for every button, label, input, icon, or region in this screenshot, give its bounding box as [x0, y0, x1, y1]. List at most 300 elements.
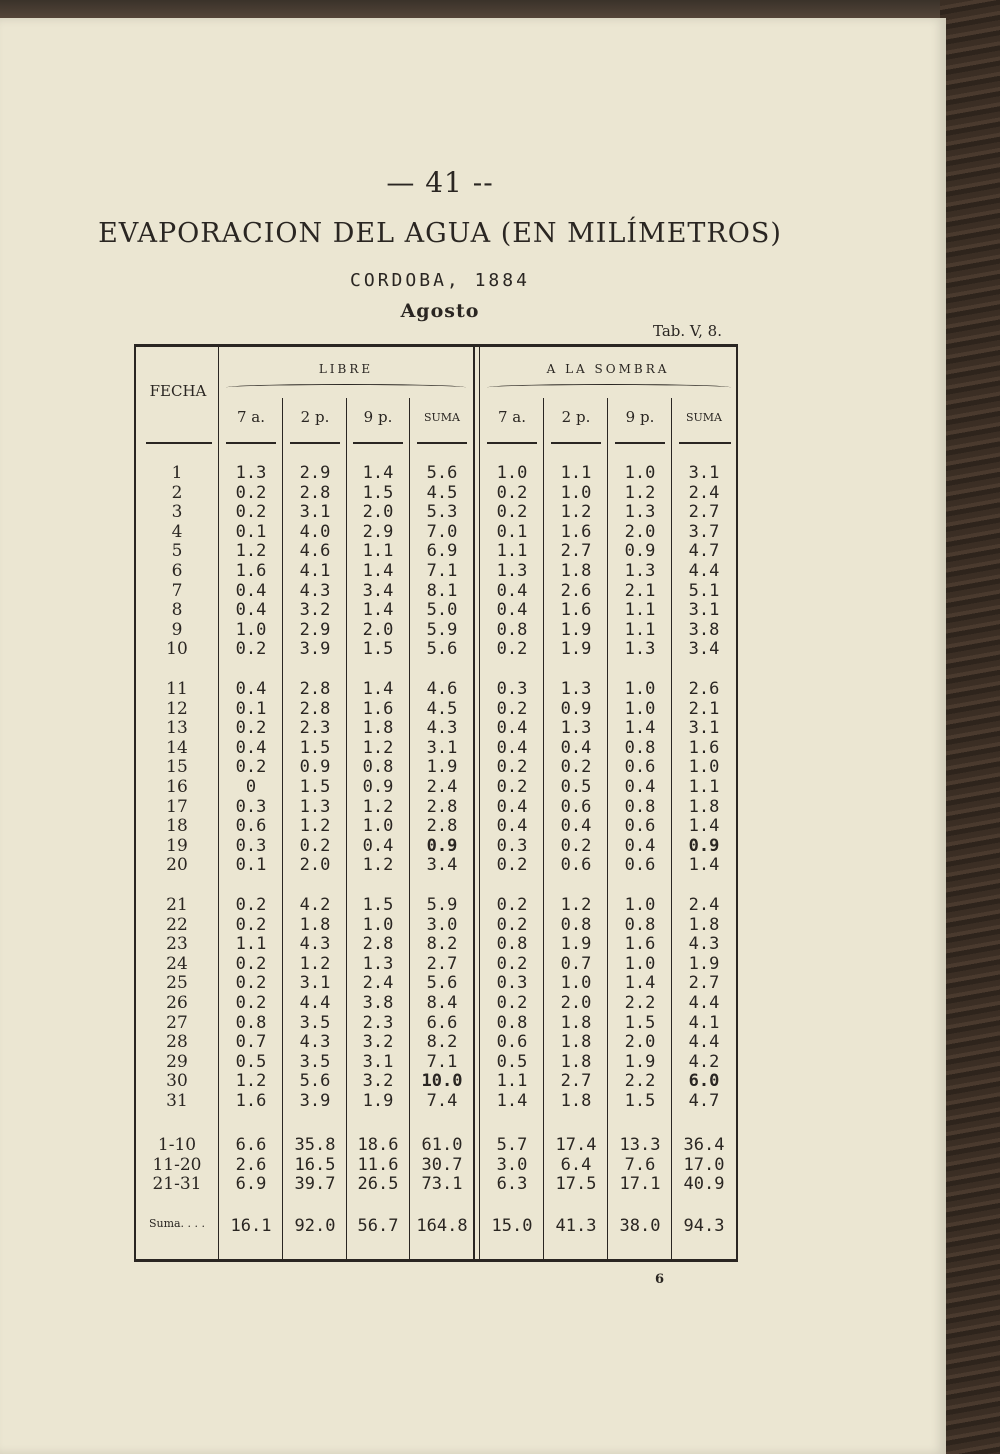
value-cell: 1.2 — [560, 502, 592, 523]
value-cell: 1.0 — [624, 895, 656, 915]
value-cell: 3.1 — [688, 718, 720, 739]
value-cell: 0.4 — [235, 580, 267, 601]
decade-label: 11-20 — [152, 1154, 202, 1175]
value-cell: 3.5 — [299, 1051, 331, 1072]
decade-value: 73.1 — [421, 1174, 463, 1195]
value-cell: 1.4 — [688, 816, 720, 837]
rule-libre-3 — [409, 398, 410, 1259]
date-cell: 31 — [166, 1091, 188, 1111]
value-cell: 1.6 — [560, 521, 592, 542]
value-cell: 2.9 — [362, 521, 394, 542]
date-cell: 21 — [166, 895, 188, 915]
value-cell: 0.8 — [362, 757, 394, 778]
value-cell: 1.5 — [362, 895, 394, 915]
value-cell: 0.5 — [560, 777, 592, 797]
value-cell: 1.2 — [362, 855, 394, 876]
value-cell: 1.0 — [624, 953, 656, 974]
date-cell: 12 — [166, 698, 188, 719]
value-cell: 1.1 — [496, 541, 528, 562]
value-cell: 0.1 — [235, 521, 267, 542]
date-cell: 24 — [166, 953, 188, 974]
value-cell: 1.1 — [496, 1071, 528, 1092]
date-cell: 7 — [171, 580, 183, 601]
decade-value: 17.0 — [683, 1154, 725, 1175]
value-cell: 6.6 — [426, 1012, 458, 1033]
value-cell: 0.2 — [496, 914, 528, 935]
value-cell: 5.9 — [426, 895, 458, 915]
value-cell: 4.3 — [299, 580, 331, 601]
value-cell: 8.2 — [426, 934, 458, 955]
column-fecha — [140, 0, 214, 1454]
decade-value: 13.3 — [619, 1135, 661, 1155]
value-cell: 0.1 — [235, 698, 267, 719]
value-cell: 4.3 — [426, 718, 458, 739]
value-cell: 2.8 — [362, 934, 394, 955]
value-cell: 1.4 — [362, 600, 394, 621]
value-cell: 1.1 — [688, 777, 720, 797]
rule-fecha — [218, 347, 219, 1259]
value-cell: 1.5 — [299, 777, 331, 797]
value-cell: 3.7 — [688, 521, 720, 542]
value-cell: 0.4 — [496, 737, 528, 758]
value-cell: 1.9 — [426, 757, 458, 778]
value-cell: 5.0 — [426, 600, 458, 621]
value-cell: 5.6 — [426, 973, 458, 994]
value-cell: 1.6 — [235, 1091, 267, 1111]
value-cell: 1.1 — [560, 463, 592, 483]
header-sombra: A LA SOMBRA — [546, 362, 670, 376]
date-cell: 22 — [166, 914, 188, 935]
value-cell: 3.1 — [299, 973, 331, 994]
value-cell: 4.3 — [688, 934, 720, 955]
value-cell: 2.0 — [362, 502, 394, 523]
page-number: — 41 -- — [386, 166, 494, 199]
suma-sombra-2p: 41.3 — [555, 1216, 597, 1236]
date-cell: 30 — [166, 1071, 188, 1092]
value-cell: 4.5 — [426, 482, 458, 503]
value-cell: 0.6 — [560, 796, 592, 817]
value-cell: 0.2 — [496, 482, 528, 503]
value-cell: 2.7 — [688, 973, 720, 994]
value-cell: 0.2 — [496, 757, 528, 778]
value-cell: 1.5 — [624, 1091, 656, 1111]
date-cell: 23 — [166, 934, 188, 955]
header-fecha: FECHA — [149, 382, 207, 400]
value-cell: 3.1 — [688, 600, 720, 621]
value-cell: 1.3 — [624, 639, 656, 660]
value-cell: 7.4 — [426, 1091, 458, 1111]
value-cell: 0.4 — [362, 835, 394, 856]
value-cell: 1.8 — [688, 796, 720, 817]
value-cell: 1.8 — [362, 718, 394, 739]
decade-value: 26.5 — [357, 1174, 399, 1195]
value-cell: 2.4 — [362, 973, 394, 994]
value-cell: 4.2 — [688, 1051, 720, 1072]
value-cell: 1.0 — [496, 463, 528, 483]
value-cell: 0.2 — [496, 502, 528, 523]
value-cell: 0.1 — [235, 855, 267, 876]
value-cell: 10.0 — [421, 1071, 463, 1092]
decade-value: 16.5 — [294, 1154, 336, 1175]
value-cell: 4.6 — [426, 679, 458, 699]
value-cell: 1.3 — [299, 796, 331, 817]
value-cell: 1.8 — [688, 914, 720, 935]
value-cell: 1.1 — [235, 934, 267, 955]
value-cell: 7.1 — [426, 1051, 458, 1072]
value-cell: 0.8 — [624, 796, 656, 817]
value-cell: 0.2 — [496, 953, 528, 974]
date-cell: 25 — [166, 973, 188, 994]
value-cell: 0.4 — [235, 679, 267, 699]
date-cell: 15 — [166, 757, 188, 778]
date-cell: 14 — [166, 737, 188, 758]
value-cell: 4.3 — [299, 934, 331, 955]
suma-libre-7a: 16.1 — [230, 1216, 272, 1236]
value-cell: 2.6 — [560, 580, 592, 601]
date-cell: 28 — [166, 1032, 188, 1053]
value-cell: 4.0 — [299, 521, 331, 542]
rule-group-right — [479, 347, 480, 1259]
date-cell: 1 — [171, 463, 183, 483]
date-cell: 26 — [166, 993, 188, 1013]
decade-value: 17.1 — [619, 1174, 661, 1195]
value-cell: 3.2 — [362, 1032, 394, 1053]
value-cell: 0.4 — [496, 816, 528, 837]
place-year: CORDOBA, 1884 — [350, 270, 530, 291]
value-cell: 5.6 — [299, 1071, 331, 1092]
value-cell: 4.3 — [299, 1032, 331, 1053]
value-cell: 2.4 — [688, 895, 720, 915]
value-cell: 3.1 — [688, 463, 720, 483]
value-cell: 1.9 — [560, 639, 592, 660]
value-cell: 0.5 — [496, 1051, 528, 1072]
header-libre: LIBRE — [318, 362, 374, 376]
value-cell: 0.1 — [496, 521, 528, 542]
value-cell: 0.3 — [235, 835, 267, 856]
value-cell: 4.4 — [688, 993, 720, 1013]
value-cell: 5.9 — [426, 619, 458, 640]
suma-libre-2p: 92.0 — [294, 1216, 336, 1236]
value-cell: 1.3 — [235, 463, 267, 483]
date-cell: 4 — [171, 521, 183, 542]
rule-sombra-2 — [607, 398, 608, 1259]
value-cell: 0.6 — [624, 757, 656, 778]
value-cell: 0.2 — [299, 835, 331, 856]
value-cell: 3.2 — [299, 600, 331, 621]
rule-libre-1 — [282, 398, 283, 1259]
value-cell: 2.8 — [299, 482, 331, 503]
date-cell: 6 — [171, 561, 183, 581]
decade-value: 40.9 — [683, 1174, 725, 1195]
value-cell: 0.4 — [235, 600, 267, 621]
decade-value: 6.3 — [496, 1174, 528, 1195]
rule-sombra-3 — [671, 398, 672, 1259]
date-cell: 17 — [166, 796, 188, 817]
value-cell: 1.6 — [624, 934, 656, 955]
value-cell: 5.6 — [426, 639, 458, 660]
date-cell: 13 — [166, 718, 188, 739]
suma-sombra-suma: 94.3 — [683, 1216, 725, 1236]
value-cell: 1.9 — [560, 934, 592, 955]
suma-libre-9p: 56.7 — [357, 1216, 399, 1236]
value-cell: 1.3 — [560, 718, 592, 739]
value-cell: 3.2 — [362, 1071, 394, 1092]
value-cell: 2.8 — [426, 796, 458, 817]
value-cell: 0.2 — [496, 895, 528, 915]
value-cell: 1.6 — [560, 600, 592, 621]
value-cell: 0.6 — [624, 816, 656, 837]
footer-number: 6 — [655, 1272, 665, 1287]
value-cell: 3.1 — [299, 502, 331, 523]
value-cell: 0.7 — [235, 1032, 267, 1053]
value-cell: 1.3 — [362, 953, 394, 974]
value-cell: 1.4 — [624, 718, 656, 739]
month-heading: Agosto — [400, 300, 480, 322]
value-cell: 1.0 — [688, 757, 720, 778]
decade-label: 21-31 — [152, 1174, 202, 1195]
value-cell: 2.4 — [688, 482, 720, 503]
value-cell: 4.5 — [426, 698, 458, 719]
value-cell: 3.9 — [299, 1091, 331, 1111]
value-cell: 1.2 — [362, 796, 394, 817]
value-cell: 1.8 — [560, 561, 592, 581]
value-cell: 3.4 — [426, 855, 458, 876]
value-cell: 4.4 — [299, 993, 331, 1013]
value-cell: 1.6 — [688, 737, 720, 758]
value-cell: 1.8 — [560, 1032, 592, 1053]
value-cell: 0.9 — [362, 777, 394, 797]
decade-value: 18.6 — [357, 1135, 399, 1155]
rule-sombra-1 — [543, 398, 544, 1259]
value-cell: 1.8 — [560, 1012, 592, 1033]
decade-value: 39.7 — [294, 1174, 336, 1195]
value-cell: 0.4 — [496, 580, 528, 601]
value-cell: 1.5 — [299, 737, 331, 758]
value-cell: 0.2 — [496, 855, 528, 876]
value-cell: 0.3 — [496, 835, 528, 856]
value-cell: 0.3 — [496, 973, 528, 994]
value-cell: 1.0 — [362, 816, 394, 837]
date-cell: 10 — [166, 639, 188, 660]
value-cell: 3.9 — [299, 639, 331, 660]
value-cell: 1.0 — [560, 973, 592, 994]
value-cell: 5.6 — [426, 463, 458, 483]
value-cell: 6.0 — [688, 1071, 720, 1092]
value-cell: 3.0 — [426, 914, 458, 935]
rule-group-left — [473, 347, 475, 1259]
value-cell: 1.9 — [560, 619, 592, 640]
decade-value: 6.6 — [235, 1135, 267, 1155]
value-cell: 1.3 — [496, 561, 528, 581]
value-cell: 0 — [245, 777, 257, 797]
value-cell: 3.4 — [362, 580, 394, 601]
value-cell: 1.9 — [688, 953, 720, 974]
value-cell: 1.8 — [560, 1091, 592, 1111]
value-cell: 1.8 — [299, 914, 331, 935]
value-cell: 1.3 — [624, 561, 656, 581]
decade-value: 3.0 — [496, 1154, 528, 1175]
value-cell: 0.3 — [235, 796, 267, 817]
value-cell: 2.8 — [299, 679, 331, 699]
decade-value: 7.6 — [624, 1154, 656, 1175]
decade-value: 61.0 — [421, 1135, 463, 1155]
value-cell: 1.5 — [362, 639, 394, 660]
header-libre-2p: 2 p. — [300, 408, 330, 426]
value-cell: 0.2 — [235, 757, 267, 778]
value-cell: 2.1 — [688, 698, 720, 719]
value-cell: 2.0 — [299, 855, 331, 876]
value-cell: 1.0 — [362, 914, 394, 935]
value-cell: 0.2 — [235, 993, 267, 1013]
value-cell: 8.1 — [426, 580, 458, 601]
value-cell: 0.4 — [235, 737, 267, 758]
date-cell: 3 — [171, 502, 183, 523]
decade-value: 17.5 — [555, 1174, 597, 1195]
value-cell: 1.5 — [624, 1012, 656, 1033]
value-cell: 0.2 — [496, 698, 528, 719]
value-cell: 2.9 — [299, 463, 331, 483]
value-cell: 8.2 — [426, 1032, 458, 1053]
date-cell: 9 — [171, 619, 183, 640]
value-cell: 0.4 — [496, 796, 528, 817]
value-cell: 0.4 — [496, 600, 528, 621]
value-cell: 1.2 — [624, 482, 656, 503]
decade-value: 6.4 — [560, 1154, 592, 1175]
value-cell: 3.8 — [688, 619, 720, 640]
value-cell: 1.3 — [560, 679, 592, 699]
value-cell: 1.9 — [362, 1091, 394, 1111]
header-libre-suma: SUMA — [423, 411, 460, 424]
suma-libre-suma: 164.8 — [416, 1216, 468, 1236]
value-cell: 1.2 — [235, 1071, 267, 1092]
value-cell: 2.1 — [624, 580, 656, 601]
value-cell: 0.2 — [235, 482, 267, 503]
value-cell: 1.4 — [688, 855, 720, 876]
value-cell: 0.2 — [235, 895, 267, 915]
value-cell: 5.1 — [688, 580, 720, 601]
date-cell: 19 — [166, 835, 188, 856]
table-title: EVAPORACION DEL AGUA (EN MILÍMETROS) — [98, 218, 782, 249]
value-cell: 4.7 — [688, 541, 720, 562]
value-cell: 0.2 — [496, 993, 528, 1013]
value-cell: 2.3 — [362, 1012, 394, 1033]
value-cell: 0.2 — [560, 835, 592, 856]
value-cell: 7.0 — [426, 521, 458, 542]
header-libre-7a: 7 a. — [236, 408, 266, 426]
value-cell: 2.0 — [560, 993, 592, 1013]
value-cell: 2.8 — [426, 816, 458, 837]
value-cell: 7.1 — [426, 561, 458, 581]
value-cell: 1.0 — [560, 482, 592, 503]
suma-sombra-9p: 38.0 — [619, 1216, 661, 1236]
value-cell: 2.7 — [560, 1071, 592, 1092]
value-cell: 3.1 — [362, 1051, 394, 1072]
value-cell: 0.9 — [299, 757, 331, 778]
value-cell: 1.5 — [362, 482, 394, 503]
value-cell: 1.6 — [362, 698, 394, 719]
value-cell: 0.6 — [235, 816, 267, 837]
header-libre-9p: 9 p. — [363, 408, 393, 426]
value-cell: 0.2 — [560, 757, 592, 778]
value-cell: 3.8 — [362, 993, 394, 1013]
decade-label: 1-10 — [157, 1135, 197, 1155]
value-cell: 4.1 — [688, 1012, 720, 1033]
value-cell: 3.5 — [299, 1012, 331, 1033]
value-cell: 0.6 — [496, 1032, 528, 1053]
header-sombra-7a: 7 a. — [497, 408, 527, 426]
value-cell: 0.8 — [496, 934, 528, 955]
value-cell: 3.4 — [688, 639, 720, 660]
header-sombra-suma: SUMA — [685, 411, 722, 424]
book-spine — [940, 0, 1000, 1454]
value-cell: 0.8 — [496, 619, 528, 640]
date-cell: 16 — [166, 777, 188, 797]
value-cell: 0.8 — [560, 914, 592, 935]
value-cell: 1.2 — [235, 541, 267, 562]
value-cell: 1.0 — [624, 679, 656, 699]
date-cell: 11 — [166, 679, 188, 699]
value-cell: 1.9 — [624, 1051, 656, 1072]
date-cell: 29 — [166, 1051, 188, 1072]
value-cell: 1.2 — [299, 816, 331, 837]
value-cell: 0.8 — [496, 1012, 528, 1033]
value-cell: 2.7 — [560, 541, 592, 562]
decade-value: 2.6 — [235, 1154, 267, 1175]
value-cell: 0.9 — [688, 835, 720, 856]
value-cell: 1.3 — [624, 502, 656, 523]
value-cell: 1.4 — [624, 973, 656, 994]
value-cell: 2.3 — [299, 718, 331, 739]
value-cell: 0.4 — [560, 816, 592, 837]
value-cell: 1.2 — [560, 895, 592, 915]
decade-value: 17.4 — [555, 1135, 597, 1155]
value-cell: 2.8 — [299, 698, 331, 719]
value-cell: 2.7 — [426, 953, 458, 974]
value-cell: 0.5 — [235, 1051, 267, 1072]
value-cell: 4.2 — [299, 895, 331, 915]
value-cell: 2.0 — [624, 521, 656, 542]
value-cell: 6.9 — [426, 541, 458, 562]
value-cell: 0.2 — [235, 973, 267, 994]
value-cell: 1.4 — [496, 1091, 528, 1111]
value-cell: 0.4 — [624, 777, 656, 797]
value-cell: 1.1 — [624, 619, 656, 640]
value-cell: 1.4 — [362, 679, 394, 699]
date-cell: 5 — [171, 541, 183, 562]
value-cell: 8.4 — [426, 993, 458, 1013]
value-cell: 0.2 — [235, 502, 267, 523]
decade-value: 30.7 — [421, 1154, 463, 1175]
value-cell: 0.2 — [496, 639, 528, 660]
value-cell: 2.4 — [426, 777, 458, 797]
value-cell: 0.2 — [235, 914, 267, 935]
date-cell: 18 — [166, 816, 188, 837]
value-cell: 2.7 — [688, 502, 720, 523]
value-cell: 1.1 — [624, 600, 656, 621]
value-cell: 0.2 — [235, 718, 267, 739]
value-cell: 1.8 — [560, 1051, 592, 1072]
decade-value: 35.8 — [294, 1135, 336, 1155]
value-cell: 0.4 — [496, 718, 528, 739]
value-cell: 2.9 — [299, 619, 331, 640]
date-cell: 27 — [166, 1012, 188, 1033]
table-reference: Tab. V, 8. — [653, 322, 722, 340]
value-cell: 4.4 — [688, 1032, 720, 1053]
value-cell: 0.9 — [426, 835, 458, 856]
value-cell: 0.8 — [624, 914, 656, 935]
date-cell: 2 — [171, 482, 183, 503]
value-cell: 2.6 — [688, 679, 720, 699]
